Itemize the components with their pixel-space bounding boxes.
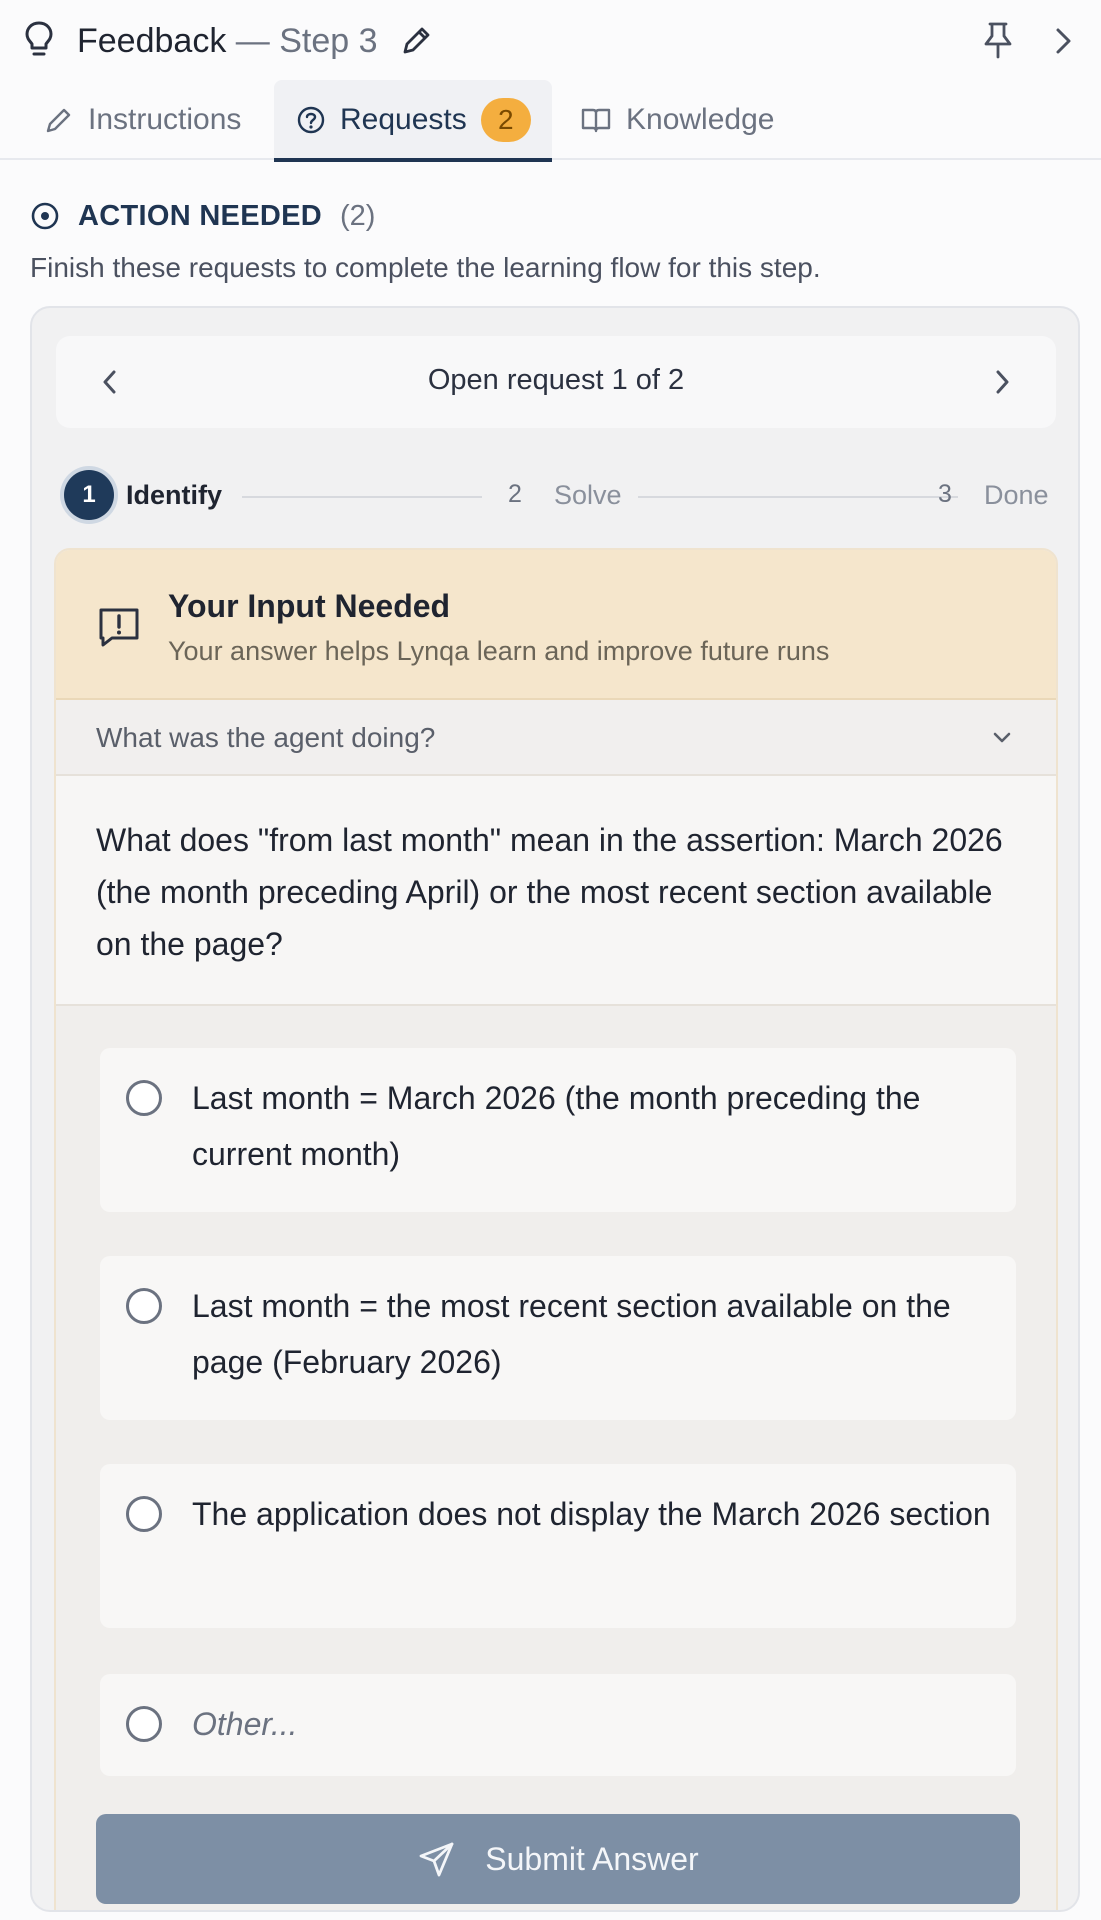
tab-knowledge[interactable]: [580, 80, 774, 160]
answer-option[interactable]: [100, 1048, 1016, 1212]
panel-header: [0, 0, 1101, 80]
tab-requests-label: Requests: [340, 103, 467, 136]
lightbulb-icon: [24, 20, 54, 60]
title-separator: —: [226, 22, 280, 60]
step-3-label: Done: [984, 480, 1049, 510]
action-needed-description: Finish these requests to complete the learning flow for this step.: [30, 252, 821, 283]
step-connector: [242, 496, 482, 498]
answer-option[interactable]: [100, 1464, 1016, 1628]
step-2-indicator: 2: [508, 480, 522, 508]
radio-button[interactable]: [126, 1080, 162, 1116]
input-needed-subtitle: Your answer helps Lynqa learn and improve future runs: [168, 636, 830, 666]
answer-option[interactable]: [100, 1256, 1016, 1420]
agent-context-label: What was the agent doing?: [96, 722, 436, 753]
help-circle-icon: [296, 105, 326, 135]
tab-knowledge-label: Knowledge: [626, 103, 775, 136]
pencil-icon: [44, 105, 74, 135]
action-needed-count: (2): [339, 199, 376, 232]
submit-answer-button[interactable]: [96, 1814, 1020, 1904]
tab-instructions-label: Instructions: [88, 103, 242, 136]
next-request-button[interactable]: [988, 364, 1016, 400]
send-icon: [417, 1839, 457, 1879]
input-needed-header: [56, 550, 1056, 700]
question-text: What does "from last month" mean in the assertion: March 2026 (the month preceding April) or the most recent section available on the page?: [56, 776, 1056, 1006]
message-alert-icon: [96, 604, 142, 650]
action-needed-label: ACTION NEEDED: [78, 199, 322, 232]
input-needed-panel: [54, 548, 1058, 1912]
tab-instructions[interactable]: [44, 80, 241, 160]
submit-answer-label: Submit Answer: [485, 1840, 699, 1877]
target-icon: [30, 201, 60, 231]
action-needed-header: [30, 194, 375, 238]
book-icon: [580, 105, 612, 135]
request-pager: [56, 336, 1056, 428]
title-text: Feedback: [77, 22, 227, 60]
edit-title-icon[interactable]: [399, 24, 433, 58]
agent-context-toggle[interactable]: [56, 700, 1056, 776]
answer-option-other-label[interactable]: Other...: [192, 1706, 298, 1742]
radio-button[interactable]: [126, 1706, 162, 1742]
requests-count-badge: 2: [481, 98, 531, 142]
answer-option-label: Last month = March 2026 (the month preceding the current month): [192, 1080, 921, 1172]
step-2-label: Solve: [554, 480, 622, 510]
tab-bar: [0, 80, 1101, 160]
step-connector: [638, 496, 958, 498]
chevron-right-icon[interactable]: [1048, 24, 1078, 58]
answer-option-label: Last month = the most recent section available on the page (February 2026): [192, 1288, 951, 1380]
request-card: [30, 306, 1080, 1912]
answer-option-other[interactable]: [100, 1674, 1016, 1776]
step-3-indicator: 3: [938, 480, 952, 508]
page-title: [77, 20, 378, 62]
step-label: Step 3: [279, 22, 378, 60]
input-needed-title: Your Input Needed: [168, 588, 451, 624]
pin-icon[interactable]: [980, 20, 1016, 60]
progress-stepper: [56, 468, 1056, 524]
pager-label: Open request 1 of 2: [427, 364, 685, 396]
tab-requests[interactable]: [274, 80, 552, 160]
answer-option-label: The application does not display the March 2026 section: [192, 1496, 991, 1532]
radio-button[interactable]: [126, 1288, 162, 1324]
step-1-label: Identify: [126, 480, 223, 510]
step-1-indicator: 1: [64, 470, 114, 520]
radio-button[interactable]: [126, 1496, 162, 1532]
chevron-down-icon: [988, 724, 1016, 752]
